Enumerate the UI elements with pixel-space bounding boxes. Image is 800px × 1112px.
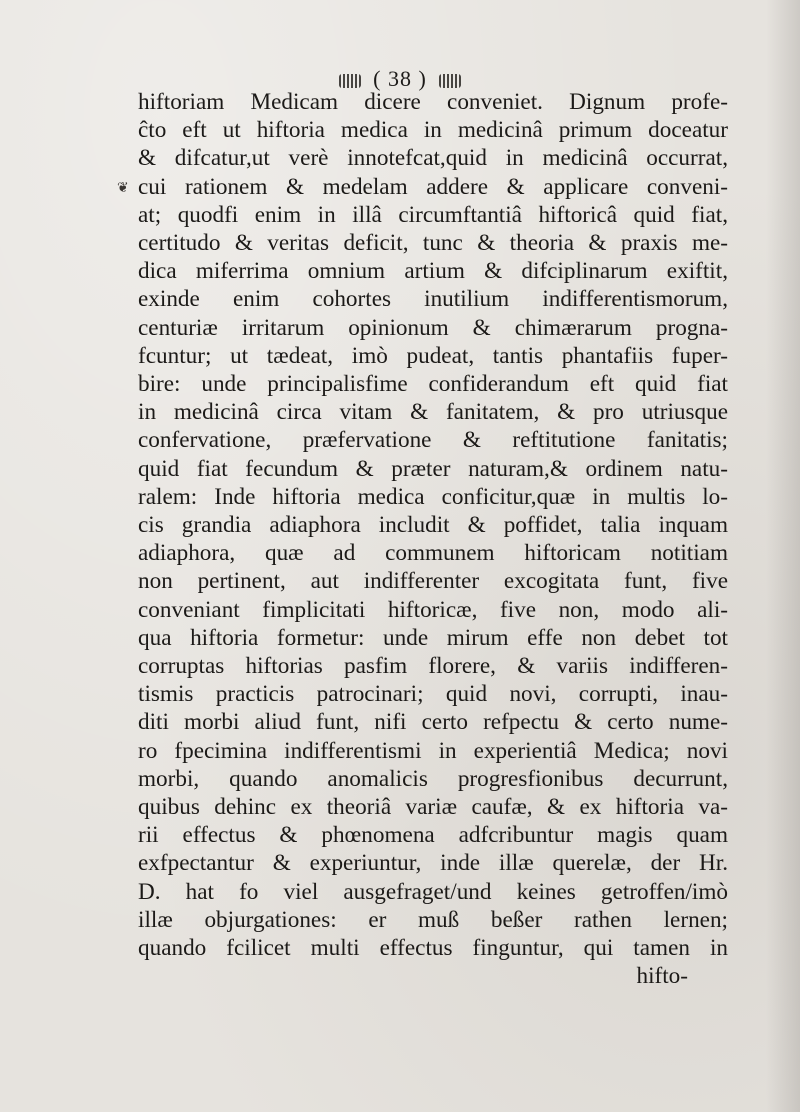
text-line: fcuntur; ut tædeat, imò pudeat, tantis phantafiis fuper- xyxy=(138,342,728,369)
text-line: adiaphora, quæ ad communem hiftoricam notitiam xyxy=(138,540,728,567)
text-line: hiftoriam Medicam dicere conveniet. Dignum profe- xyxy=(138,89,728,115)
catchword: hifto- xyxy=(636,963,688,990)
text-line: confervatione, præfervatione & reftitutione fanitatis; xyxy=(138,427,728,454)
text-line: illæ objurgationes: er muß beßer rathen lernen; xyxy=(138,906,728,933)
text-line: in medicinâ circa vitam & fanitatem, & pro utriusque xyxy=(138,399,728,426)
text-line: certitudo & veritas deficit, tunc & theoria & praxis me- xyxy=(138,230,728,257)
text-line: quid fiat fecundum & præter naturam,& ordinem natu- xyxy=(138,455,728,482)
text-line: & difcatur,ut verè innotefcat,quid in medicinâ occurrat, xyxy=(138,145,728,172)
text-line: cui rationem & medelam addere & applicare conveni- xyxy=(138,173,728,200)
text-line: diti morbi aliud funt, nifi certo refpectu & certo nume- xyxy=(138,709,728,736)
text-line: corruptas hiftorias pasfim florere, & variis indifferen- xyxy=(138,653,728,680)
page-edge-shadow xyxy=(766,0,800,1112)
text-line: morbi, quando anomalicis progresfionibus decurrunt, xyxy=(138,765,728,792)
text-line: D. hat fo viel ausgefraget/und keines getroffen/imò xyxy=(138,878,728,905)
text-line: tismis practicis patrocinari; quid novi, corrupti, inau- xyxy=(138,681,728,708)
text-line: at; quodfi enim in illâ circumftantiâ hiftoricâ quid fiat, xyxy=(138,201,728,228)
text-line: conveniant fimplicitati hiftoricæ, five non, modo ali- xyxy=(138,596,728,623)
text-line: qua hiftoria formetur: unde mirum effe non debet tot xyxy=(138,624,728,651)
text-line: ralem: Inde hiftoria medica conficitur,quæ in multis lo- xyxy=(138,483,728,510)
text-line: dica miferrima omnium artium & difciplinarum exiftit, xyxy=(138,258,728,285)
left-ornament-icon xyxy=(339,74,361,88)
text-line: rii effectus & phœnomena adfcribuntur magis quam xyxy=(138,822,728,849)
text-line: cis grandia adiaphora includit & poffidet, talia inquam xyxy=(138,512,728,539)
text-line: exfpectantur & experiuntur, inde illæ querelæ, der Hr. xyxy=(138,850,728,877)
text-line: non pertinent, aut indifferenter excogitata funt, five xyxy=(138,568,728,595)
text-line: centuriæ irritarum opinionum & chimærarum progna- xyxy=(138,314,728,341)
right-ornament-icon xyxy=(439,74,461,88)
body-text xyxy=(138,88,728,991)
text-line: bire: unde principalisfime confiderandum eft quid fiat xyxy=(138,371,728,398)
text-line: quando fcilicet multi effectus finguntur, qui tamen in xyxy=(138,935,728,962)
text-line: ĉto eft ut hiftoria medica in medicinâ primum doceatur xyxy=(138,117,728,144)
text-line: quibus dehinc ex theoriâ variæ caufæ, & ex hiftoria va- xyxy=(138,794,728,821)
text-line: ro fpecimina indifferentismi in experientiâ Medica; novi xyxy=(138,737,728,764)
margin-mark-icon: ❦ xyxy=(117,181,129,196)
text-line: exinde enim cohortes inutilium indifferentismorum, xyxy=(138,286,728,313)
page-number: ( 38 ) xyxy=(373,66,427,91)
